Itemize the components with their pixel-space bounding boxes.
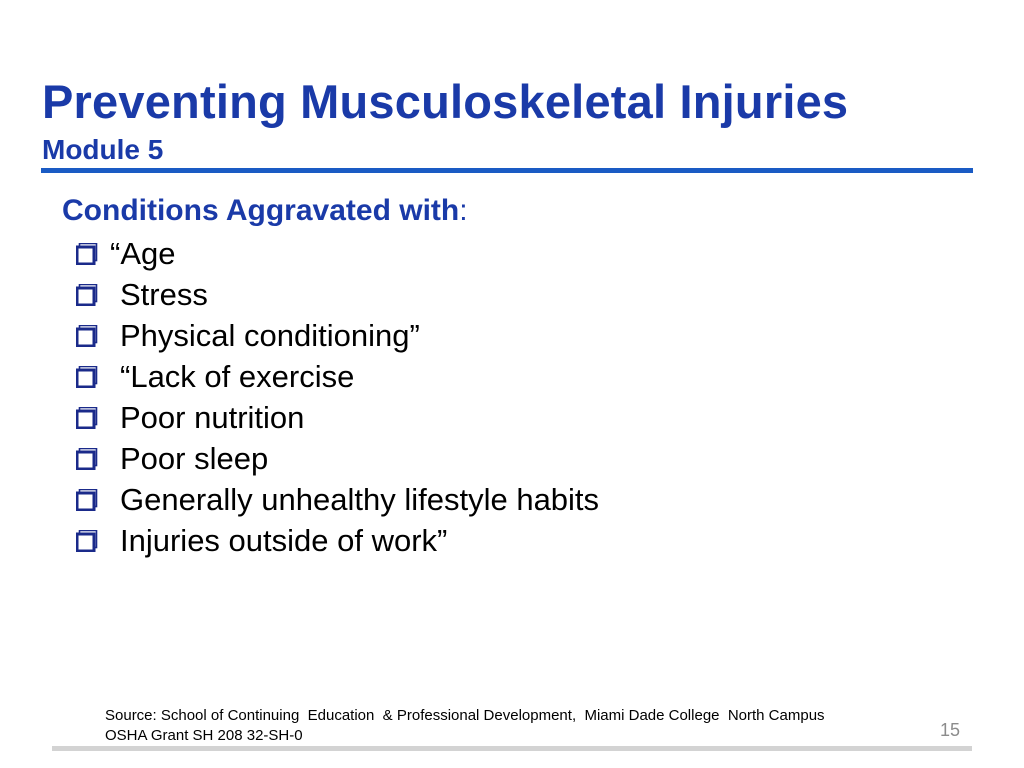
list-item xyxy=(76,520,599,561)
list-item xyxy=(76,233,599,274)
checkbox-square-icon xyxy=(76,489,98,511)
bullet-text: Poor nutrition xyxy=(120,399,305,435)
footer-divider xyxy=(52,746,972,751)
checkbox-square-icon xyxy=(76,366,98,388)
list-item xyxy=(76,356,599,397)
checkbox-square-icon xyxy=(76,325,98,347)
bullet-list xyxy=(76,233,599,561)
slide-subtitle: Module 5 xyxy=(42,134,164,165)
list-item xyxy=(76,397,599,438)
source-line-2: OSHA Grant SH 208 32-SH-0 xyxy=(105,727,303,744)
bullet-text: Stress xyxy=(120,276,208,312)
checkbox-square-icon xyxy=(76,243,98,265)
checkbox-square-icon xyxy=(76,530,98,552)
section-heading-text: Conditions Aggravated with xyxy=(62,194,460,227)
source-line-1: Source: School of Continuing Education & Professional Development, Miami Dade College North Campus xyxy=(105,707,825,724)
title-divider xyxy=(41,168,973,173)
bullet-text: “Lack of exercise xyxy=(120,358,355,394)
list-item xyxy=(76,315,599,356)
section-heading xyxy=(62,194,468,228)
section-heading-colon: : xyxy=(459,194,468,227)
checkbox-square-icon xyxy=(76,448,98,470)
bullet-text: Injuries outside of work” xyxy=(120,522,448,558)
source-citation xyxy=(105,706,825,746)
bullet-text: Poor sleep xyxy=(120,440,269,476)
bullet-text: “Age xyxy=(110,235,176,271)
bullet-text: Generally unhealthy lifestyle habits xyxy=(120,481,600,517)
list-item xyxy=(76,438,599,479)
list-item xyxy=(76,479,599,520)
page-number: 15 xyxy=(940,720,961,740)
bullet-text: Physical conditioning” xyxy=(120,317,420,353)
checkbox-square-icon xyxy=(76,407,98,429)
list-item xyxy=(76,274,599,315)
checkbox-square-icon xyxy=(76,284,98,306)
slide-title: Preventing Musculoskeletal Injuries xyxy=(42,75,849,128)
